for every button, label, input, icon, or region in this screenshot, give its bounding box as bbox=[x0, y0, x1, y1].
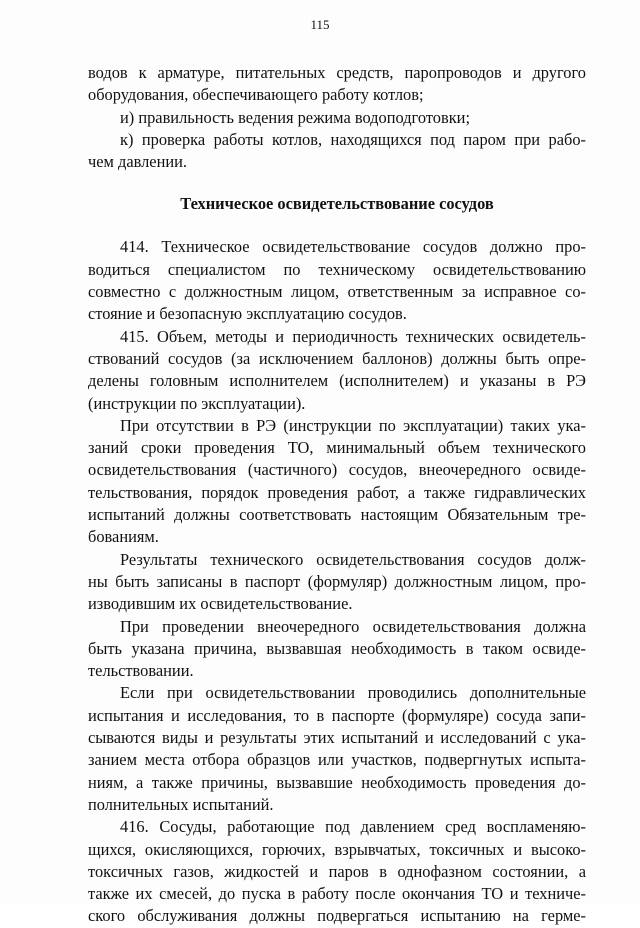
text-line: изводившим их освидетельствование. bbox=[88, 594, 353, 614]
text-line: При проведении внеочередного освидетельствования должна bbox=[120, 616, 586, 636]
text-line: 416. Сосуды, работающие под давлением сред воспламеняю- bbox=[120, 817, 586, 837]
text-line: испытаний должны соответствовать настоящим Обязательным тре- bbox=[88, 505, 586, 525]
text-line: Результаты технического освидетельствования сосудов долж- bbox=[120, 549, 586, 569]
text-line: щихся, окисляющихся, горючих, взрывчатых, токсичных и высоко- bbox=[88, 839, 586, 859]
text-line: 414. Техническое освидетельствование сосудов должно про- bbox=[120, 237, 586, 257]
text-line: оборудования, обеспечивающего работу котлов; bbox=[88, 85, 424, 105]
text-line: совместно с должностным лицом, ответственным за исправное со- bbox=[88, 282, 586, 302]
text-line: тельствовании. bbox=[88, 661, 194, 681]
text-line: ствований сосудов (за исключением баллонов) должны быть опре- bbox=[88, 348, 586, 368]
text-line: делены головным исполнителем (исполнителем) и указаны в РЭ bbox=[88, 371, 586, 391]
text-line: тельствования, порядок проведения работ, а также гидравлических bbox=[88, 482, 586, 502]
text-line: сываются виды и результаты этих испытаний и исследований с ука- bbox=[88, 728, 586, 748]
text-line: ниям, а также причины, вызвавшие необходимость проведения до- bbox=[88, 772, 586, 792]
page-number: 115 bbox=[310, 17, 330, 32]
text-line: чем давлении. bbox=[88, 152, 187, 172]
text-line: и) правильность ведения режима водоподготовки; bbox=[120, 107, 470, 127]
text-line: занием места отбора образцов или участков, подвергнутых испыта- bbox=[88, 750, 586, 770]
section-heading: Техническое освидетельствование сосудов bbox=[180, 194, 494, 214]
text-line: ны быть записаны в паспорт (формуляр) должностным лицом, про- bbox=[88, 571, 586, 591]
text-line: испытания и исследования, то в паспорте (формуляре) сосуда запи- bbox=[88, 705, 586, 725]
text-line: При отсутствии в РЭ (инструкции по эксплуатации) таких ука- bbox=[120, 415, 586, 435]
text-line: водиться специалистом по техническому освидетельствованию bbox=[88, 259, 586, 279]
text-line: к) проверка работы котлов, находящихся под паром при рабо- bbox=[120, 129, 586, 149]
text-line: (инструкции по эксплуатации). bbox=[88, 393, 306, 413]
text-line: стояние и безопасную эксплуатацию сосудов. bbox=[88, 304, 407, 324]
text-line: Если при освидетельствовании проводились дополнительные bbox=[120, 683, 586, 703]
text-line: ского обслуживания должны подвергаться испытанию на герме- bbox=[88, 906, 586, 926]
text-line: быть указана причина, вызвавшая необходимость в таком освиде- bbox=[88, 638, 586, 658]
text-line: водов к арматуре, питательных средств, паропроводов и другого bbox=[88, 63, 586, 82]
text-line: 415. Объем, методы и периодичность технических освидетель- bbox=[120, 326, 586, 346]
text-line: заний сроки проведения ТО, минимальный объем технического bbox=[88, 438, 586, 458]
text-line: токсичных газов, жидкостей и паров в однофазном состоянии, а bbox=[88, 861, 586, 881]
text-line: также их смесей, до пуска в работу после окончания ТО и техниче- bbox=[88, 884, 586, 904]
text-line: освидетельствования (частичного) сосудов, внеочередного освиде- bbox=[88, 460, 586, 480]
text-line: полнительных испытаний. bbox=[88, 794, 274, 814]
text-block bbox=[88, 62, 586, 928]
text-line: бованиям. bbox=[88, 527, 159, 547]
